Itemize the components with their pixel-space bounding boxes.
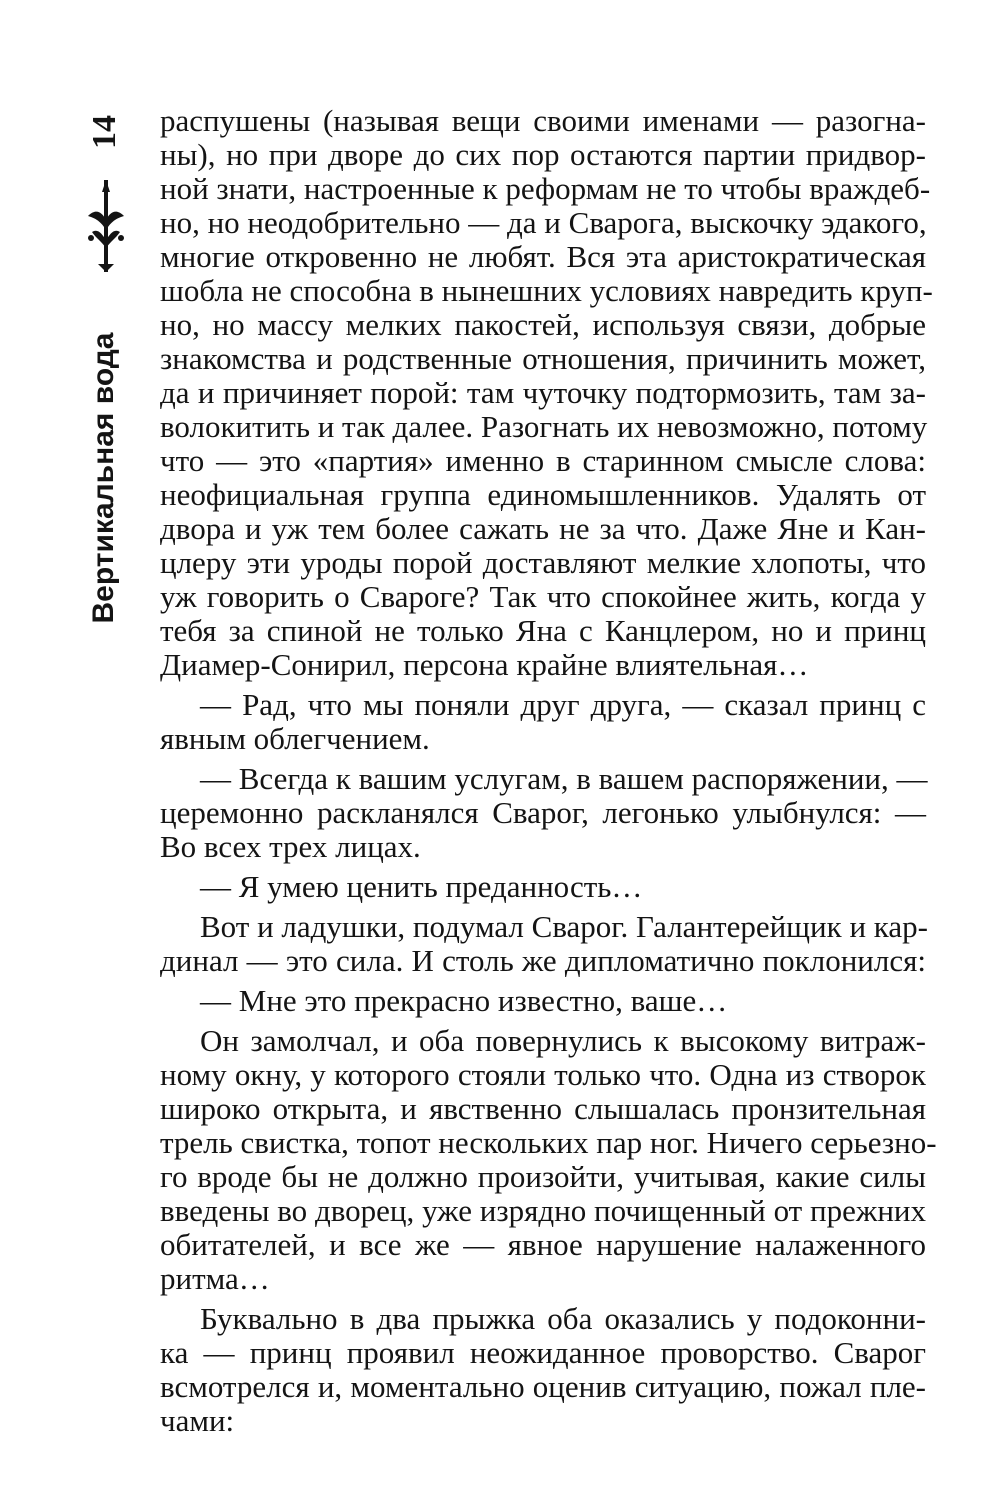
text-line: явным облегчением. — [160, 721, 430, 756]
text-line: волокитить и так далее. Разогнать их невозможно, потому — [160, 409, 928, 444]
paragraph — [160, 984, 926, 1018]
text-line: но, но массу мелких пакостей, используя связи, добрые — [160, 307, 926, 342]
text-line: Во всех трех лицах. — [160, 829, 421, 864]
paragraph — [160, 1023, 937, 1296]
text-line: цлеру эти уроды порой доставляют мелкие хлопоты, что — [160, 545, 926, 580]
text-line: уж говорить о Свароге? Так что спокойнее жить, когда у — [160, 579, 926, 614]
running-title: Вертикальная вода — [87, 332, 120, 624]
text-line: широко открыта, и явственно слышалась пронзительная — [160, 1091, 926, 1126]
text-line: церемонно раскланялся Сварог, легонько улыбнулся: — — [160, 795, 926, 830]
text-line: Буквально в два прыжка оба оказались у подоконни- — [200, 1301, 926, 1336]
text-line: обитателей, и все же — явное нарушение налаженного — [160, 1227, 926, 1262]
text-line: что — это «партия» именно в старинном смысле слова: — [160, 443, 926, 478]
text-line: ны), но при дворе до сих пор остаются партии придвор- — [160, 137, 926, 172]
text-line: Вот и ладушки, подумал Сварог. Галантерейщик и кар- — [200, 909, 928, 944]
text-line: знакомства и родственные отношения, причинить может, — [160, 341, 926, 376]
paragraph — [160, 762, 926, 864]
text-line: многие откровенно не любят. Вся эта аристократическая — [160, 239, 926, 274]
text-line: да и причиняет порой: там чуточку подтормозить, там за- — [160, 375, 926, 410]
sword-ornament-icon — [82, 178, 130, 274]
text-line: распушены (называя вещи своими именами — разогна- — [160, 103, 926, 138]
text-line: — Рад, что мы поняли друг друга, — сказал принц с — [200, 687, 926, 722]
text-line: но, но неодобрительно — да и Сварога, выскочку эдакого, — [160, 205, 927, 240]
text-line: динал — это сила. И столь же дипломатично поклонился: — [160, 943, 926, 978]
text-line: го вроде бы не должно произойти, учитывая, какие силы — [160, 1159, 926, 1194]
paragraph — [160, 688, 926, 756]
text-line: введены во дворец, уже изрядно почищенный от прежних — [160, 1193, 926, 1228]
text-line: — Всегда к вашим услугам, в вашем распоряжении, — — [200, 761, 928, 796]
text-line: всмотрелся и, моментально оценив ситуацию, пожал пле- — [160, 1369, 926, 1404]
text-line: — Мне это прекрасно известно, ваше… — [200, 983, 728, 1018]
text-line: ритма… — [160, 1261, 270, 1296]
body-text — [160, 103, 937, 1438]
text-line: ной знати, настроенные к реформам не то чтобы враждеб- — [160, 171, 931, 206]
paragraph — [160, 870, 926, 904]
text-line: чами: — [160, 1403, 235, 1438]
page-sidebar — [0, 0, 140, 1490]
text-line: Диамер-Сонирил, персона крайне влиятельная… — [160, 647, 809, 682]
text-line: трель свистка, топот нескольких пар ног. Ничего серьезно- — [160, 1125, 937, 1160]
paragraph — [160, 103, 933, 682]
paragraph — [160, 1302, 926, 1438]
text-line: ка — принц проявил неожиданное проворство. Сварог — [160, 1335, 926, 1370]
text-line: неофициальная группа единомышленников. Удалять от — [160, 477, 926, 512]
text-line: шобла не способна в нынешних условиях навредить круп- — [160, 273, 933, 308]
text-line: ному окну, у которого стояли только что. Одна из створок — [160, 1057, 926, 1092]
paragraph — [160, 910, 926, 978]
text-line: Он замолчал, и оба повернулись к высокому витраж- — [200, 1023, 926, 1058]
text-line: тебя за спиной не только Яна с Канцлером, но и принц — [160, 613, 926, 648]
text-line: двора и уж тем более сажать не за что. Даже Яне и Кан- — [160, 511, 926, 546]
page-number: 14 — [86, 115, 123, 149]
text-line: — Я умею ценить преданность… — [200, 869, 643, 904]
